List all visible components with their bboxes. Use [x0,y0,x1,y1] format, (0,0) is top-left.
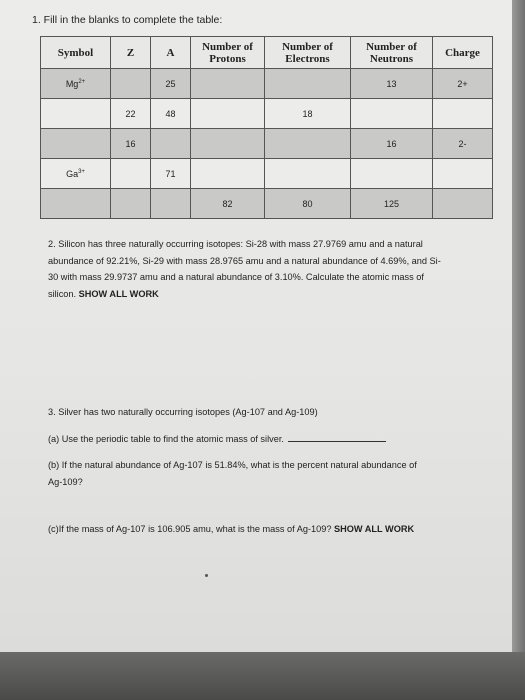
cell-charge[interactable] [433,99,493,129]
cell-z[interactable] [111,189,151,219]
cell-neutrons[interactable] [351,99,433,129]
cell-a[interactable]: 48 [151,99,191,129]
cell-charge[interactable] [433,189,493,219]
cell-protons[interactable] [191,129,265,159]
question-2-line: 2. Silicon has three naturally occurring isotopes: Si-28 with mass 27.9769 amu and a natural [48,239,423,249]
cell-symbol[interactable] [41,189,111,219]
cell-protons[interactable] [191,159,265,189]
header-z: Z [111,37,151,69]
header-symbol: Symbol [41,37,111,69]
cell-charge[interactable]: 2+ [433,69,493,99]
cell-neutrons[interactable]: 13 [351,69,433,99]
cell-symbol[interactable] [41,129,111,159]
cell-a[interactable] [151,129,191,159]
cell-protons[interactable] [191,69,265,99]
cell-charge[interactable] [433,159,493,189]
cell-charge[interactable]: 2- [433,129,493,159]
cell-protons[interactable] [191,99,265,129]
question-2-line: silicon. SHOW ALL WORK [48,288,159,299]
cell-z[interactable]: 16 [111,129,151,159]
show-all-work-label: SHOW ALL WORK [333,524,415,534]
answer-blank[interactable] [288,432,386,442]
cell-a[interactable] [151,189,191,219]
cell-symbol[interactable] [41,99,111,129]
cell-symbol[interactable]: $Mg^{2+}$ [41,69,111,99]
table-row [41,129,493,159]
cell-z[interactable] [111,159,151,189]
question-2-line: abundance of 92.21%, Si-29 with mass 28.9765 amu and a natural abundance of 4.69%, and Si- [48,255,441,266]
question-2-text [48,236,441,302]
question-3c: (c)If the mass of Ag-107 is 106.905 amu, what is the mass of Ag-109? SHOW ALL WORK [48,524,415,534]
pencil-mark [205,574,208,577]
cell-a[interactable]: 25 [151,69,191,99]
cell-a[interactable]: 71 [151,159,191,189]
header-neutrons: Number of Neutrons [351,37,433,69]
cell-electrons[interactable]: 18 [265,99,351,129]
question-3-intro: 3. Silver has two naturally occurring isotopes (Ag-107 and Ag-109) [48,407,318,417]
background-surface [0,652,525,700]
table-row [41,69,493,99]
background-edge [512,0,525,655]
question-2-line: 30 with mass 29.9737 amu and a natural abundance of 3.10%. Calculate the atomic mass of [48,272,424,282]
cell-electrons[interactable] [265,159,351,189]
cell-symbol[interactable]: $Ga^{3+}$ [41,159,111,189]
cell-electrons[interactable]: 80 [265,189,351,219]
cell-neutrons[interactable]: 125 [351,189,433,219]
table-header-row [41,37,493,69]
table-row [41,159,493,189]
table-row [41,189,493,219]
isotope-table [40,36,493,219]
cell-electrons[interactable] [265,69,351,99]
cell-z[interactable]: 22 [111,99,151,129]
header-protons: Number of Protons [191,37,265,69]
header-electrons: Number of Electrons [265,37,351,69]
cell-z[interactable] [111,69,151,99]
header-a: A [151,37,191,69]
question-3a: (a) Use the periodic table to find the atomic mass of silver. [48,431,386,448]
show-all-work-label: SHOW ALL WORK [78,288,159,299]
cell-neutrons[interactable]: 16 [351,129,433,159]
question-1-prompt: 1. Fill in the blanks to complete the table: [32,14,223,26]
cell-protons[interactable]: 82 [191,189,265,219]
cell-electrons[interactable] [265,129,351,159]
table-row [41,99,493,129]
header-charge: Charge [433,37,493,69]
question-3b: (b) If the natural abundance of Ag-107 is 51.84%, what is the percent natural abundance of Ag-109? [48,460,417,487]
cell-neutrons[interactable] [351,159,433,189]
